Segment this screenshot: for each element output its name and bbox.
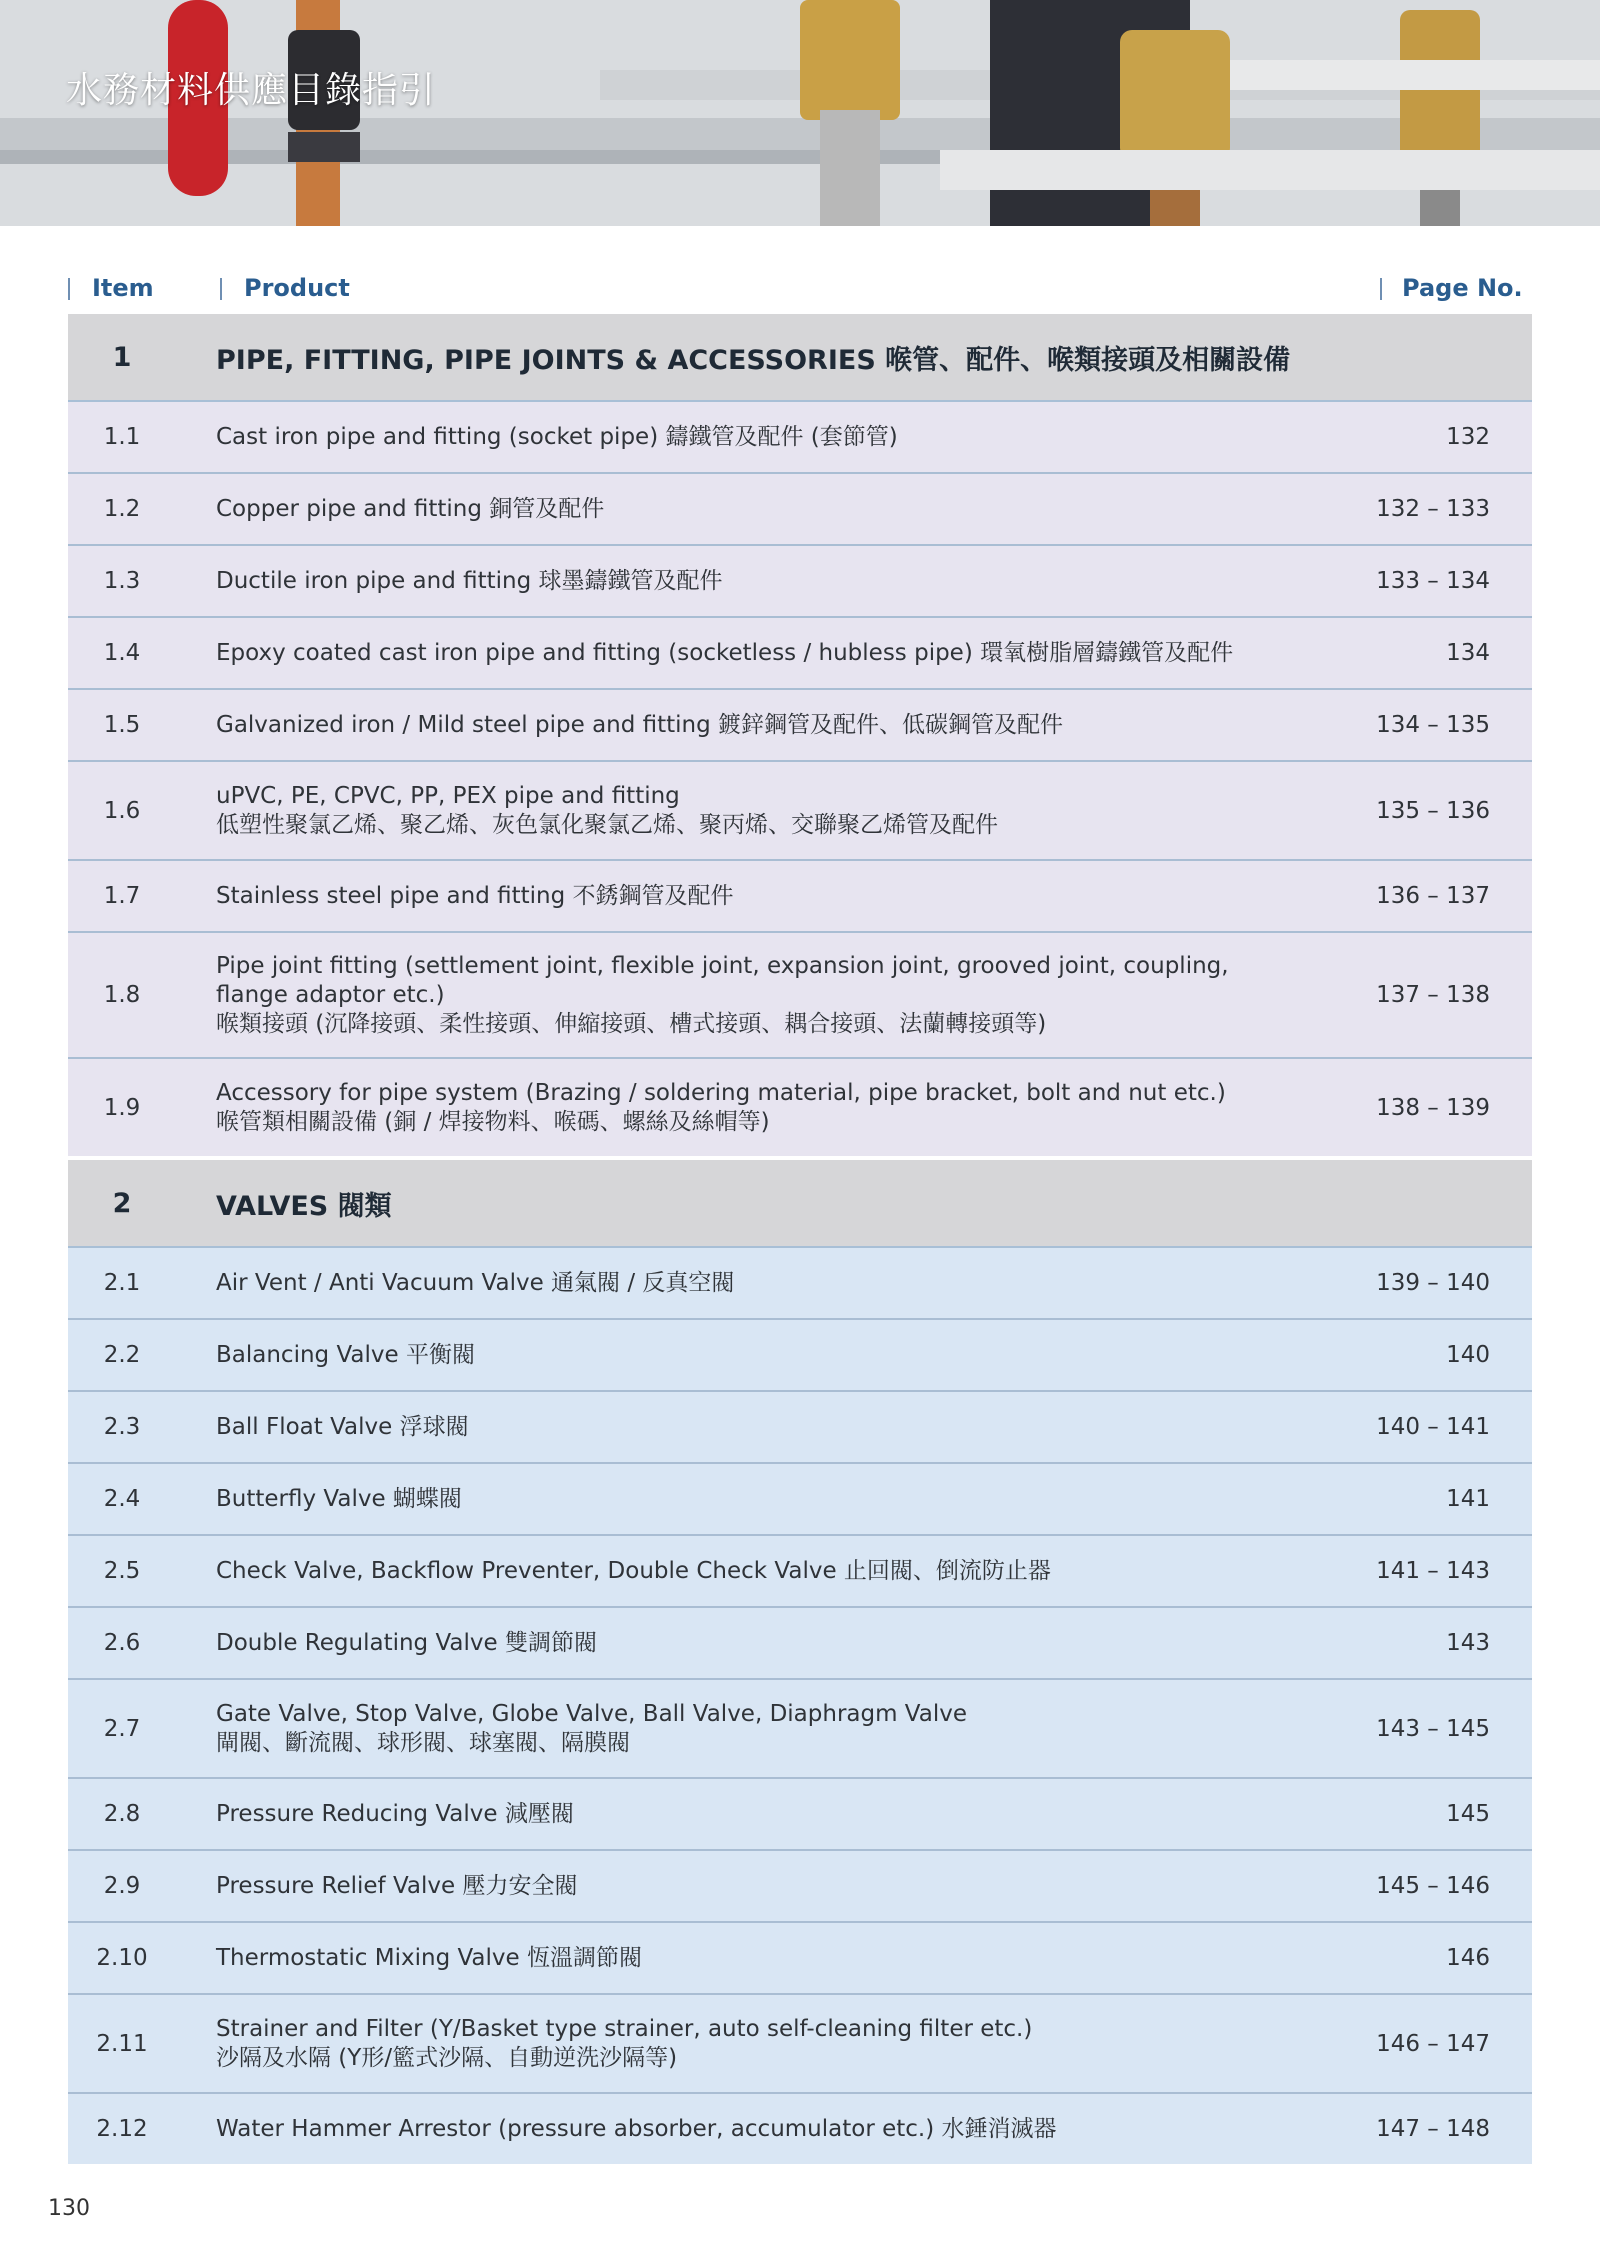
catalogue-index-table [68, 314, 1532, 2164]
table-row [68, 1536, 1532, 1608]
product-description [176, 1944, 1290, 1973]
item-number: 2.12 [96, 2116, 148, 2142]
product-line: Ball Float Valve 浮球閥 [216, 1413, 469, 1440]
table-row [68, 1779, 1532, 1851]
item-number: 1.9 [103, 1094, 141, 1121]
page-reference: 139 – 140 [1376, 1270, 1490, 1296]
product-line: Cast iron pipe and fitting (socket pipe) 鑄鐵管及配件 (套節管) [216, 423, 898, 450]
product-description [176, 423, 1290, 452]
page-reference: 137 – 138 [1376, 982, 1490, 1008]
product-line: uPVC, PE, CPVC, PP, PEX pipe and fitting [216, 782, 680, 809]
table-row [68, 1392, 1532, 1464]
product-line: 喉管類相關設備 (銅 / 焊接物料、喉碼、螺絲及絲帽等) [216, 1108, 770, 1135]
column-header-page-label: Page No. [1402, 274, 1523, 302]
column-header-page [1380, 268, 1542, 308]
page-reference: 133 – 134 [1376, 568, 1490, 594]
table-row [68, 402, 1532, 474]
page-reference: 145 [1446, 1801, 1490, 1827]
product-description [176, 782, 1290, 840]
table-row [68, 1923, 1532, 1995]
product-line: Water Hammer Arrestor (pressure absorber, accumulator etc.) 水錘消滅器 [216, 2115, 1057, 2142]
page-reference: 138 – 139 [1376, 1094, 1490, 1121]
product-description [176, 567, 1290, 596]
product-line: Stainless steel pipe and fitting 不銹鋼管及配件 [216, 882, 734, 909]
page-reference: 147 – 148 [1376, 2116, 1490, 2142]
page-reference: 140 [1446, 1342, 1490, 1368]
catalogue-title: 水務材料供應目錄指引 [66, 70, 437, 111]
product-line: Strainer and Filter (Y/Basket type strainer, auto self-cleaning filter etc.) [216, 2015, 1033, 2042]
product-line: Ductile iron pipe and fitting 球墨鑄鐵管及配件 [216, 567, 723, 594]
product-description [176, 1269, 1290, 1298]
product-description [176, 1341, 1290, 1370]
product-line: Gate Valve, Stop Valve, Globe Valve, Ball Valve, Diaphragm Valve [216, 1700, 968, 1727]
item-number: 2.7 [103, 1715, 141, 1742]
product-line: Thermostatic Mixing Valve 恆溫調節閥 [216, 1944, 642, 1971]
product-line: flange adaptor etc.) [216, 981, 445, 1008]
section-title: VALVES 閥類 [216, 1190, 392, 1222]
item-number: 1.7 [103, 883, 141, 909]
header-divider [1380, 278, 1382, 300]
page-reference: 145 – 146 [1376, 1873, 1490, 1899]
pipes-photo [0, 0, 1600, 226]
item-number: 1.3 [103, 568, 141, 594]
page-reference: 135 – 136 [1376, 797, 1490, 824]
table-row [68, 933, 1532, 1059]
table-row [68, 1851, 1532, 1923]
page-reference: 132 [1446, 424, 1490, 450]
header-banner [0, 0, 1600, 226]
item-number: 2.8 [103, 1801, 141, 1827]
table-row [68, 1059, 1532, 1156]
table-row [68, 2094, 1532, 2164]
page-reference: 132 – 133 [1376, 496, 1490, 522]
product-line: Epoxy coated cast iron pipe and fitting (socketless / hubless pipe) 環氧樹脂層鑄鐵管及配件 [216, 639, 1234, 666]
product-description [176, 882, 1290, 911]
page-number: 130 [48, 2196, 90, 2221]
page-reference: 146 – 147 [1376, 2030, 1490, 2057]
item-number: 2.1 [103, 1270, 141, 1296]
section-title: PIPE, FITTING, PIPE JOINTS & ACCESSORIES 喉管、配件、喉類接頭及相關設備 [216, 344, 1291, 376]
item-number: 2.3 [103, 1414, 141, 1440]
section-header-pipes [68, 314, 1532, 402]
section-header-valves [68, 1160, 1532, 1248]
section-number: 2 [112, 1187, 132, 1219]
table-row [68, 861, 1532, 933]
product-description [176, 952, 1290, 1039]
item-number: 1.1 [103, 424, 141, 450]
product-description [176, 495, 1290, 524]
table-row [68, 546, 1532, 618]
page-reference: 134 – 135 [1376, 712, 1490, 738]
page-reference: 136 – 137 [1376, 883, 1490, 909]
item-number: 1.4 [103, 640, 141, 666]
product-line: Copper pipe and fitting 銅管及配件 [216, 495, 605, 522]
product-description [176, 2115, 1290, 2144]
page-reference: 134 [1446, 640, 1490, 666]
product-line: Pressure Relief Valve 壓力安全閥 [216, 1872, 578, 1899]
product-line: Air Vent / Anti Vacuum Valve 通氣閥 / 反真空閥 [216, 1269, 735, 1296]
page-reference: 143 [1446, 1630, 1490, 1656]
item-number: 2.10 [96, 1945, 148, 1971]
product-line: Galvanized iron / Mild steel pipe and fitting 鍍鋅鋼管及配件、低碳鋼管及配件 [216, 711, 1064, 738]
table-row [68, 618, 1532, 690]
product-description [176, 1557, 1290, 1586]
product-description [176, 1485, 1290, 1514]
table-row [68, 474, 1532, 546]
page-reference: 143 – 145 [1376, 1715, 1490, 1742]
table-row [68, 1680, 1532, 1779]
header-divider [220, 278, 222, 300]
product-description [176, 639, 1290, 668]
table-row [68, 690, 1532, 762]
item-number: 2.11 [96, 2030, 148, 2057]
product-line: 閘閥、斷流閥、球形閥、球塞閥、隔膜閥 [216, 1729, 630, 1756]
product-line: 沙隔及水隔 (Y形/籃式沙隔、自動逆洗沙隔等) [216, 2044, 678, 2071]
product-description [176, 1700, 1290, 1758]
table-row [68, 762, 1532, 861]
item-number: 1.6 [103, 797, 141, 824]
product-description [176, 2015, 1290, 2073]
column-header-item [68, 268, 242, 308]
product-line: Butterfly Valve 蝴蝶閥 [216, 1485, 462, 1512]
product-line: Accessory for pipe system (Brazing / soldering material, pipe bracket, bolt and nut etc.) [216, 1079, 1226, 1106]
product-description [176, 1872, 1290, 1901]
product-description [176, 711, 1290, 740]
product-description [176, 1629, 1290, 1658]
column-header-product [220, 268, 644, 308]
product-line: Balancing Valve 平衡閥 [216, 1341, 475, 1368]
product-line: Pressure Reducing Valve 減壓閥 [216, 1800, 574, 1827]
product-line: Check Valve, Backflow Preventer, Double Check Valve 止回閥、倒流防止器 [216, 1557, 1051, 1584]
table-row [68, 1608, 1532, 1680]
header-divider [68, 278, 70, 300]
table-row [68, 1320, 1532, 1392]
product-line: Pipe joint fitting (settlement joint, flexible joint, expansion joint, grooved joint, coupling, [216, 952, 1229, 979]
product-description [176, 1079, 1290, 1137]
page-reference: 141 – 143 [1376, 1558, 1490, 1584]
table-row [68, 1464, 1532, 1536]
item-number: 1.5 [103, 712, 141, 738]
product-line: 喉類接頭 (沉降接頭、柔性接頭、伸縮接頭、槽式接頭、耦合接頭、法蘭轉接頭等) [216, 1010, 1047, 1037]
item-number: 2.2 [103, 1342, 141, 1368]
product-description [176, 1800, 1290, 1829]
table-row [68, 1995, 1532, 2094]
product-description [176, 1413, 1290, 1442]
page-reference: 146 [1446, 1945, 1490, 1971]
page-reference: 140 – 141 [1376, 1414, 1490, 1440]
page-reference: 141 [1446, 1486, 1490, 1512]
item-number: 2.5 [103, 1558, 141, 1584]
section-number: 1 [112, 341, 132, 373]
product-line: Double Regulating Valve 雙調節閥 [216, 1629, 597, 1656]
column-header-product-label: Product [244, 274, 350, 302]
table-row [68, 1248, 1532, 1320]
item-number: 2.6 [103, 1630, 141, 1656]
item-number: 2.4 [103, 1486, 141, 1512]
item-number: 2.9 [103, 1873, 141, 1899]
product-line: 低塑性聚氯乙烯、聚乙烯、灰色氯化聚氯乙烯、聚丙烯、交聯聚乙烯管及配件 [216, 811, 998, 838]
column-header-item-label: Item [92, 274, 154, 302]
item-number: 1.2 [103, 496, 141, 522]
item-number: 1.8 [103, 982, 141, 1008]
